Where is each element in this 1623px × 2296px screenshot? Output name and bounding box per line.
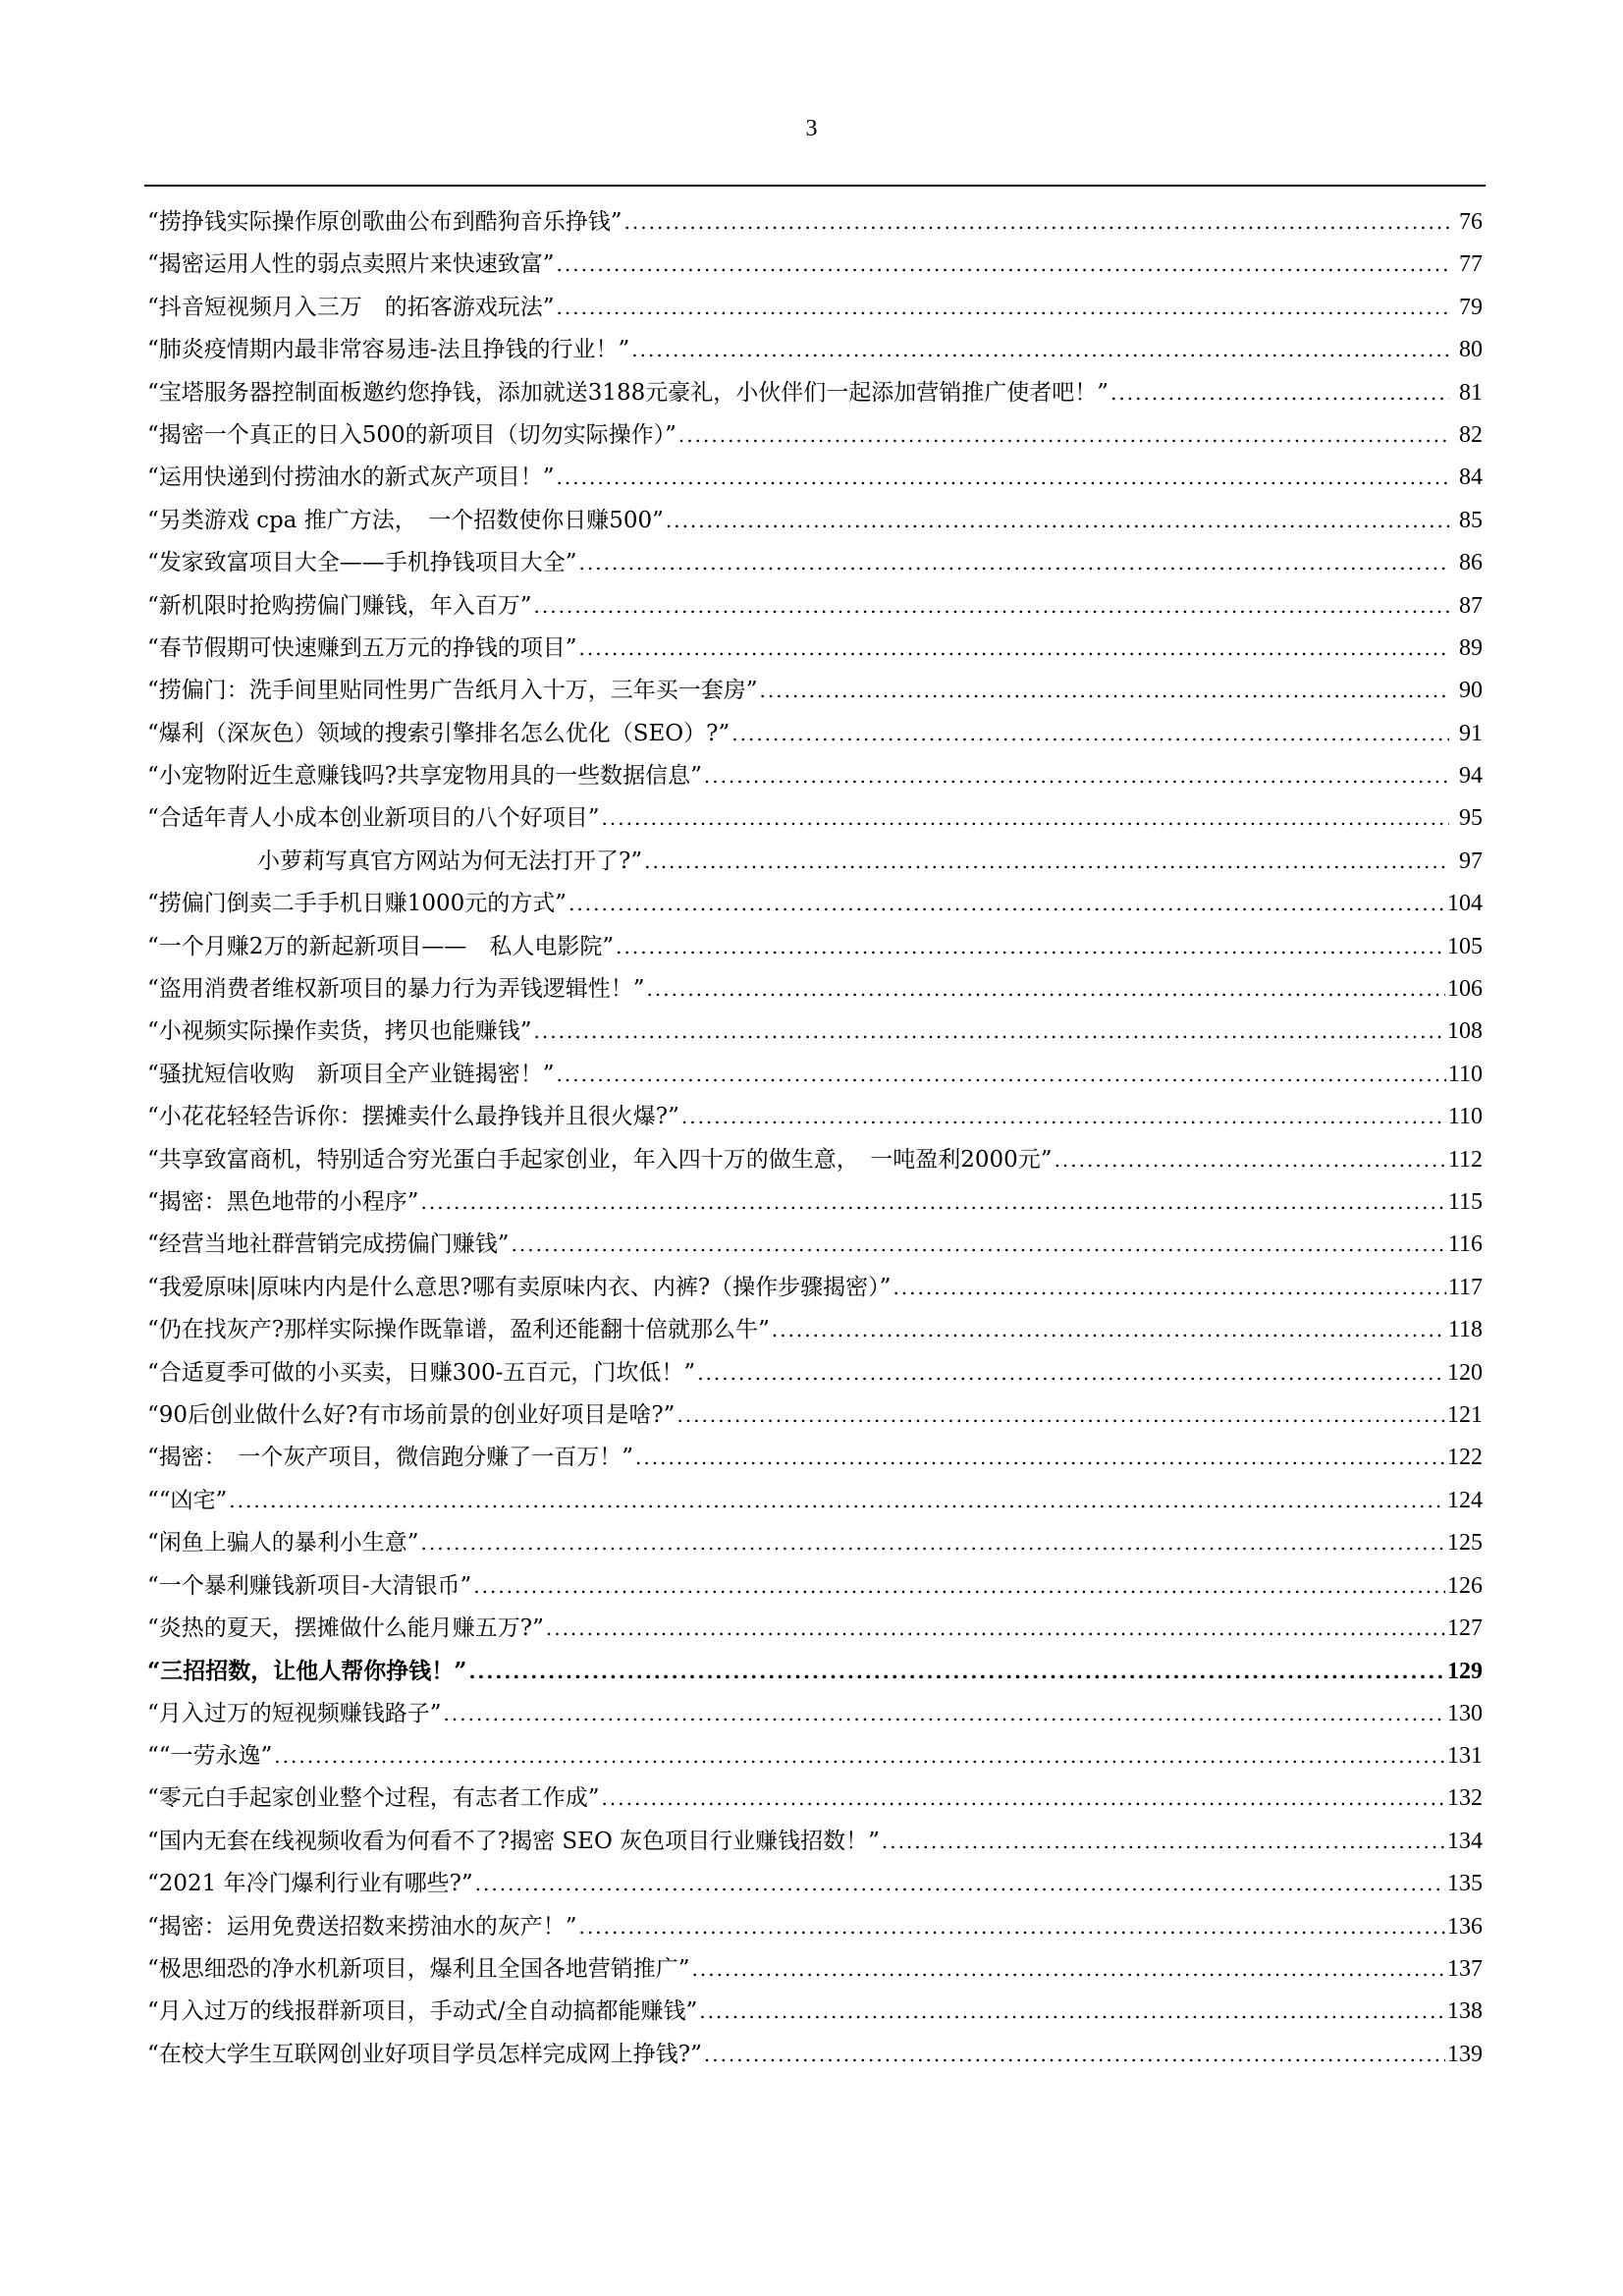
toc-entry[interactable] xyxy=(147,1011,1483,1053)
toc-entry[interactable] xyxy=(147,1352,1483,1394)
toc-entry[interactable] xyxy=(147,372,1483,414)
toc-entry-title: “月入过万的线报群新项目，手动式/全自动搞都能赚钱” xyxy=(147,1998,698,2025)
toc-entry-page-number: 106 xyxy=(1447,976,1483,1003)
toc-dot-leader xyxy=(557,1054,1446,1096)
toc-entry[interactable] xyxy=(147,1267,1483,1309)
toc-entry[interactable] xyxy=(147,201,1483,244)
toc-entry[interactable] xyxy=(147,244,1483,286)
toc-entry-title: “仍在找灰产?那样实际操作既靠谱，盈利还能翻十倍就那么牛” xyxy=(147,1317,770,1343)
toc-entry-title: “新机限时抢购捞偏门赚钱，年入百万” xyxy=(147,592,532,619)
toc-entry[interactable] xyxy=(147,1522,1483,1564)
toc-entry-title: “爆利（深灰色）领域的搜索引擎排名怎么优化（SEO）?” xyxy=(147,720,730,746)
toc-entry-title: “揭密一个真正的日入500的新项目（切勿实际操作）” xyxy=(147,421,676,448)
toc-dot-leader xyxy=(666,500,1449,542)
toc-dot-leader xyxy=(1110,372,1449,414)
toc-entry[interactable] xyxy=(147,542,1483,584)
toc-entry[interactable] xyxy=(147,1608,1483,1650)
toc-entry-page-number: 94 xyxy=(1459,763,1483,790)
toc-entry[interactable] xyxy=(147,585,1483,628)
toc-entry-page-number: 110 xyxy=(1447,1061,1483,1087)
toc-entry-title: “发家致富项目大全——手机挣钱项目大全” xyxy=(147,550,577,576)
toc-entry[interactable] xyxy=(147,968,1483,1011)
toc-entry[interactable] xyxy=(147,1096,1483,1138)
toc-dot-leader xyxy=(534,585,1449,628)
toc-entry-title: “一个月赚2万的新起新项目—— 私人电影院” xyxy=(147,933,615,959)
toc-entry-title: “肺炎疫情期内最非常容易违-法且挣钱的行业！” xyxy=(147,337,630,363)
toc-dot-leader xyxy=(468,1651,1445,1692)
toc-entry-title: “盗用消费者维权新项目的暴力行为弄钱逻辑性！” xyxy=(147,976,645,1003)
toc-entry-page-number: 131 xyxy=(1447,1743,1483,1770)
toc-entry-page-number: 120 xyxy=(1447,1359,1483,1386)
toc-entry-page-number: 89 xyxy=(1459,634,1483,661)
toc-entry-title: “三招招数，让他人帮你挣钱！” xyxy=(147,1658,467,1685)
toc-entry-title: “捞偏门：洗手间里贴同性男广告纸月入十万，三年买一套房” xyxy=(147,678,758,704)
toc-dot-leader xyxy=(697,1352,1445,1394)
toc-entry[interactable] xyxy=(147,713,1483,755)
toc-entry-page-number: 95 xyxy=(1459,805,1483,832)
toc-entry-page-number: 82 xyxy=(1459,421,1483,448)
toc-dot-leader xyxy=(475,1863,1445,1905)
toc-entry-page-number: 115 xyxy=(1447,1188,1483,1215)
toc-entry-title: “闲鱼上骗人的暴利小生意” xyxy=(147,1530,419,1557)
toc-entry-title: “合适年青人小成本创业新项目的八个好项目” xyxy=(147,805,600,832)
toc-entry-title: “国内无套在线视频收看为何看不了?揭密 SEO 灰色项目行业赚钱招数！” xyxy=(147,1828,880,1854)
toc-dot-leader xyxy=(772,1309,1446,1351)
toc-entry[interactable] xyxy=(147,457,1483,499)
toc-entry[interactable] xyxy=(147,329,1483,371)
toc-dot-leader xyxy=(229,1480,1445,1522)
toc-entry-title: “在校大学生互联网创业好项目学员怎样完成网上挣钱?” xyxy=(147,2041,702,2067)
toc-entry-title: “骚扰短信收购 新项目全产业链揭密！” xyxy=(147,1061,555,1087)
toc-entry[interactable] xyxy=(147,1224,1483,1266)
toc-entry-page-number: 112 xyxy=(1447,1146,1483,1173)
toc-entry[interactable] xyxy=(147,1906,1483,1948)
toc-dot-leader xyxy=(534,1011,1445,1053)
toc-dot-leader xyxy=(635,1437,1445,1479)
toc-entry[interactable] xyxy=(147,628,1483,670)
toc-dot-leader xyxy=(624,201,1449,244)
toc-entry-page-number: 80 xyxy=(1459,337,1483,363)
toc-entry-title: “零元白手起家创业整个过程，有志者工作成” xyxy=(147,1785,600,1812)
toc-entry-page-number: 86 xyxy=(1459,550,1483,576)
toc-entry-page-number: 136 xyxy=(1447,1913,1483,1940)
toc-entry-title: “抖音短视频月入三万 的拓客游戏玩法” xyxy=(147,294,555,320)
toc-dot-leader xyxy=(557,287,1449,329)
toc-entry-page-number: 137 xyxy=(1447,1956,1483,1983)
toc-entry[interactable] xyxy=(147,1054,1483,1096)
toc-entry[interactable] xyxy=(147,1777,1483,1820)
toc-entry-title: “极思细恐的净水机新项目，爆利且全国各地营销推广” xyxy=(147,1956,690,1983)
toc-entry[interactable] xyxy=(147,1437,1483,1479)
toc-entry-title: “共享致富商机，特别适合穷光蛋白手起家创业，年入四十万的做生意， 一吨盈利2000元” xyxy=(147,1146,1053,1173)
toc-dot-leader xyxy=(676,1394,1445,1437)
toc-entry-title: “揭密： 一个灰产项目，微信跑分赚了一百万！” xyxy=(147,1445,634,1471)
toc-entry-title: “小视频实际操作卖货，拷贝也能赚钱” xyxy=(147,1018,532,1045)
toc-entry[interactable] xyxy=(147,1863,1483,1905)
toc-entry-page-number: 97 xyxy=(1459,847,1483,874)
toc-entry-title: “月入过万的短视频赚钱路子” xyxy=(147,1700,442,1726)
toc-entry-title: “2021 年冷门爆利行业有哪些?” xyxy=(147,1871,473,1897)
toc-entry-page-number: 91 xyxy=(1459,720,1483,746)
toc-dot-leader xyxy=(644,841,1449,883)
toc-dot-leader xyxy=(681,1096,1446,1138)
toc-entry[interactable] xyxy=(147,797,1483,840)
toc-entry-page-number: 122 xyxy=(1447,1445,1483,1471)
toc-entry-page-number: 110 xyxy=(1447,1104,1483,1130)
toc-dot-leader xyxy=(512,1224,1446,1266)
toc-entry-title: 小萝莉写真官方网站为何无法打开了?” xyxy=(257,847,643,874)
toc-entry-page-number: 90 xyxy=(1459,678,1483,704)
toc-entry-page-number: 130 xyxy=(1447,1700,1483,1726)
header-divider xyxy=(144,185,1486,187)
toc-dot-leader xyxy=(473,1565,1445,1608)
toc-entry[interactable] xyxy=(147,287,1483,329)
toc-entry-page-number: 108 xyxy=(1447,1018,1483,1045)
toc-entry-page-number: 117 xyxy=(1447,1274,1483,1300)
toc-dot-leader xyxy=(699,1991,1445,2033)
toc-dot-leader xyxy=(579,542,1449,584)
toc-dot-leader xyxy=(1055,1139,1446,1181)
toc-dot-leader xyxy=(557,244,1449,286)
toc-entry[interactable] xyxy=(147,1821,1483,1863)
toc-entry-page-number: 105 xyxy=(1447,933,1483,959)
toc-entry-title: “捞挣钱实际操作原创歌曲公布到酷狗音乐挣钱” xyxy=(147,209,622,235)
toc-entry[interactable] xyxy=(147,1693,1483,1735)
toc-dot-leader xyxy=(692,1948,1445,1991)
toc-entry[interactable] xyxy=(147,1181,1483,1224)
toc-entry-page-number: 129 xyxy=(1447,1659,1483,1685)
toc-entry[interactable] xyxy=(147,883,1483,925)
toc-entry-page-number: 116 xyxy=(1447,1231,1483,1258)
toc-dot-leader xyxy=(579,1906,1445,1948)
toc-dot-leader xyxy=(568,883,1445,925)
toc-entry[interactable] xyxy=(147,1139,1483,1181)
toc-dot-leader xyxy=(602,797,1449,840)
toc-entry-title: “合适夏季可做的小买卖，日赚300-五百元，门坎低！” xyxy=(147,1359,696,1386)
toc-entry[interactable] xyxy=(147,755,1483,797)
toc-dot-leader xyxy=(678,414,1449,457)
toc-entry-page-number: 118 xyxy=(1447,1317,1483,1343)
toc-entry-title: “小花花轻轻告诉你：摆摊卖什么最挣钱并且很火爆?” xyxy=(147,1104,679,1130)
toc-entry-page-number: 76 xyxy=(1459,209,1483,235)
toc-dot-leader xyxy=(704,2034,1445,2076)
toc-entry-page-number: 121 xyxy=(1447,1401,1483,1428)
toc-entry-title: “宝塔服务器控制面板邀约您挣钱，添加就送3188元豪礼，小伙伴们一起添加营销推广使者吧！” xyxy=(147,379,1109,406)
toc-entry-page-number: 79 xyxy=(1459,294,1483,320)
toc-dot-leader xyxy=(704,755,1449,797)
toc-entry-title: “经营当地社群营销完成捞偏门赚钱” xyxy=(147,1231,510,1258)
table-of-contents xyxy=(147,201,1483,2076)
toc-entry-page-number: 138 xyxy=(1447,1998,1483,2025)
toc-dot-leader xyxy=(421,1181,1446,1224)
toc-dot-leader xyxy=(579,628,1449,670)
toc-entry-title: “揭密：黑色地带的小程序” xyxy=(147,1188,419,1215)
toc-entry[interactable] xyxy=(147,1650,1483,1692)
toc-dot-leader xyxy=(647,968,1445,1011)
page-number: 3 xyxy=(805,116,818,141)
toc-entry[interactable] xyxy=(147,1309,1483,1351)
toc-entry-page-number: 127 xyxy=(1447,1614,1483,1641)
toc-entry[interactable] xyxy=(147,841,1483,883)
toc-entry-title: “运用快递到付捞油水的新式灰产项目！” xyxy=(147,465,555,491)
toc-entry-page-number: 135 xyxy=(1447,1871,1483,1897)
toc-entry-title: “揭密：运用免费送招数来捞油水的灰产！” xyxy=(147,1913,577,1940)
toc-dot-leader xyxy=(631,329,1449,371)
toc-entry[interactable] xyxy=(147,670,1483,712)
toc-entry-title: “捞偏门倒卖二手手机日赚1000元的方式” xyxy=(147,891,568,917)
toc-entry[interactable] xyxy=(147,414,1483,457)
toc-entry-title: “90后创业做什么好?有市场前景的创业好项目是啥?” xyxy=(147,1401,676,1428)
toc-entry-page-number: 85 xyxy=(1459,507,1483,533)
toc-entry[interactable] xyxy=(147,500,1483,542)
toc-dot-leader xyxy=(731,713,1449,755)
toc-entry-title: “另类游戏 cpa 推广方法， 一个招数使你日赚500” xyxy=(147,507,664,533)
toc-entry-page-number: 87 xyxy=(1459,592,1483,619)
toc-entry[interactable] xyxy=(147,1565,1483,1608)
toc-entry-title: ““凶宅” xyxy=(147,1487,228,1513)
toc-entry-title: ““一劳永逸” xyxy=(147,1743,273,1770)
toc-entry-page-number: 126 xyxy=(1447,1572,1483,1599)
toc-entry-page-number: 104 xyxy=(1447,891,1483,917)
toc-dot-leader xyxy=(760,670,1449,712)
toc-dot-leader xyxy=(421,1522,1445,1564)
toc-entry[interactable] xyxy=(147,1991,1483,2033)
toc-entry[interactable] xyxy=(147,1948,1483,1991)
toc-entry-title: “小宠物附近生意赚钱吗?共享宠物用具的一些数据信息” xyxy=(147,763,702,790)
toc-dot-leader xyxy=(602,1777,1445,1820)
toc-entry-page-number: 139 xyxy=(1447,2041,1483,2067)
toc-entry-page-number: 77 xyxy=(1459,251,1483,278)
toc-entry-title: “炎热的夏天，摆摊做什么能月赚五万?” xyxy=(147,1614,544,1641)
toc-entry-title: “春节假期可快速赚到五万元的挣钱的项目” xyxy=(147,634,577,661)
toc-dot-leader xyxy=(616,926,1445,968)
toc-entry[interactable] xyxy=(147,1735,1483,1777)
toc-entry-page-number: 124 xyxy=(1447,1487,1483,1513)
toc-entry-title: “揭密运用人性的弱点卖照片来快速致富” xyxy=(147,251,555,278)
toc-dot-leader xyxy=(893,1267,1445,1309)
toc-dot-leader xyxy=(882,1821,1445,1863)
toc-dot-leader xyxy=(557,457,1449,499)
toc-dot-leader xyxy=(546,1608,1445,1650)
toc-entry-title: “一个暴利赚钱新项目-大清银币” xyxy=(147,1572,472,1599)
toc-entry-page-number: 125 xyxy=(1447,1530,1483,1557)
toc-entry[interactable] xyxy=(147,1480,1483,1522)
toc-dot-leader xyxy=(274,1735,1445,1777)
toc-entry[interactable] xyxy=(147,2034,1483,2076)
toc-dot-leader xyxy=(444,1693,1445,1735)
toc-entry[interactable] xyxy=(147,1394,1483,1437)
toc-entry-title: “我爱原味|原味内内是什么意思?哪有卖原味内衣、内裤?（操作步骤揭密）” xyxy=(147,1274,892,1300)
toc-entry-page-number: 134 xyxy=(1447,1828,1483,1854)
toc-entry-page-number: 132 xyxy=(1447,1785,1483,1812)
toc-entry-page-number: 81 xyxy=(1459,379,1483,406)
toc-entry-page-number: 84 xyxy=(1459,465,1483,491)
toc-entry[interactable] xyxy=(147,926,1483,968)
